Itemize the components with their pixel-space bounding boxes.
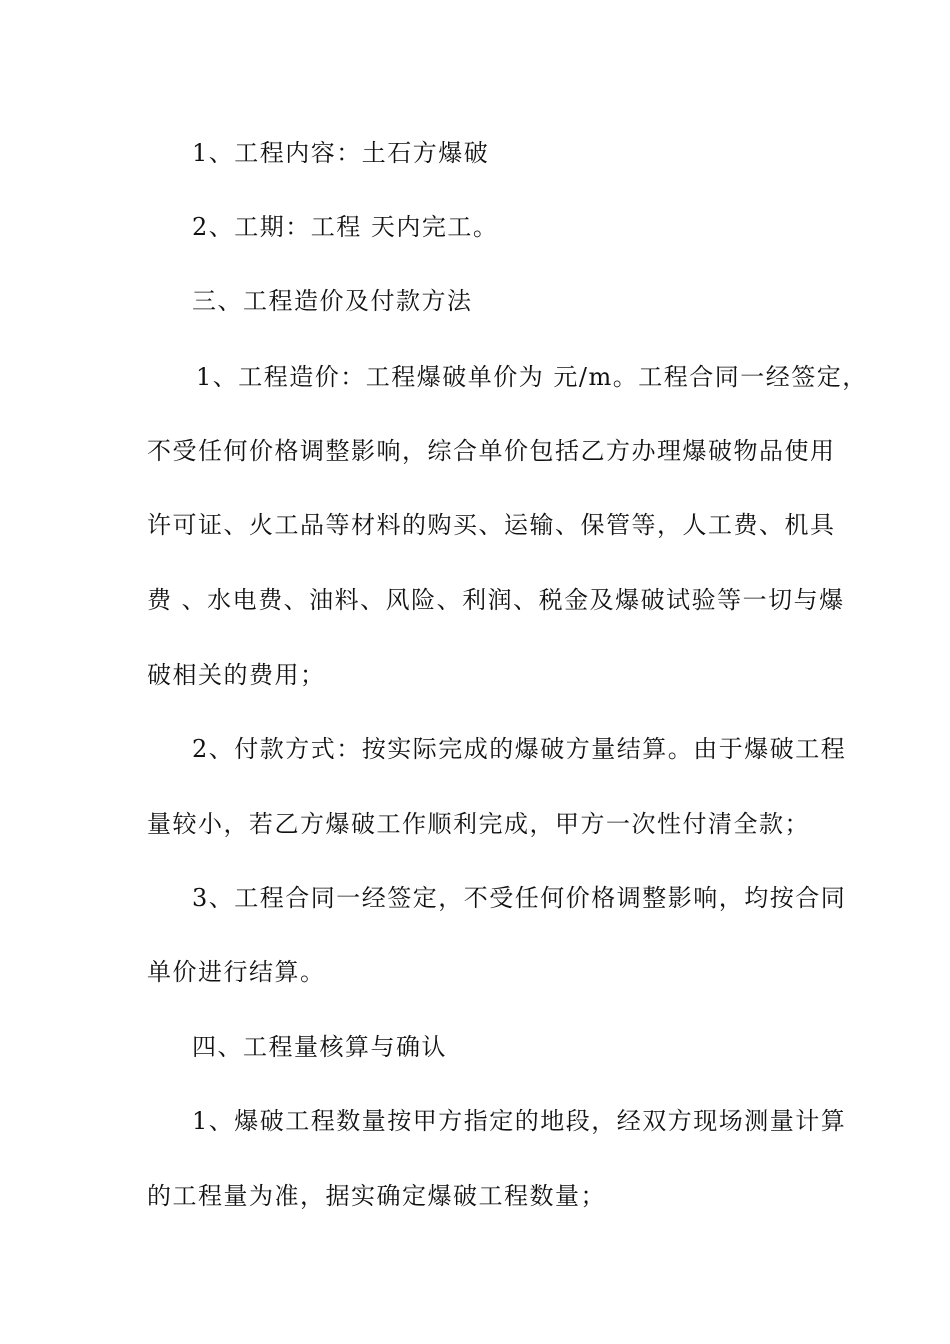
- paragraph-quantity-line-1: 1、爆破工程数量按甲方指定的地段，经双方现场测量计算: [192, 1107, 847, 1135]
- paragraph-payment-line-2: 量较小，若乙方爆破工作顺利完成，甲方一次性付清全款；: [147, 810, 810, 838]
- paragraph-cost-line-5: 破相关的费用；: [147, 661, 326, 689]
- item-duration: 2、工期：工程 天内完工。: [192, 213, 499, 241]
- paragraph-contract-line-1: 3、工程合同一经签定，不受任何价格调整影响，均按合同: [192, 884, 847, 912]
- section-heading-quantity: 四、工程量核算与确认: [192, 1033, 447, 1061]
- paragraph-contract-line-2: 单价进行结算。: [147, 958, 326, 986]
- paragraph-cost-line-4: 费 、水电费、油料、风险、利润、税金及爆破试验等一切与爆: [147, 586, 845, 614]
- paragraph-payment-line-1: 2、付款方式：按实际完成的爆破方量结算。由于爆破工程: [192, 735, 847, 763]
- section-heading-cost-payment: 三、工程造价及付款方法: [192, 287, 473, 315]
- paragraph-quantity-line-2: 的工程量为准，据实确定爆破工程数量；: [147, 1182, 606, 1210]
- paragraph-cost-line-1: 1、工程造价：工程爆破单价为 元/m。工程合同一经签定，: [196, 363, 868, 391]
- item-work-content: 1、工程内容：土石方爆破: [192, 139, 490, 167]
- paragraph-cost-line-2: 不受任何价格调整影响，综合单价包括乙方办理爆破物品使用: [147, 437, 836, 465]
- paragraph-cost-line-3: 许可证、火工品等材料的购买、运输、保管等，人工费、机具: [147, 511, 836, 539]
